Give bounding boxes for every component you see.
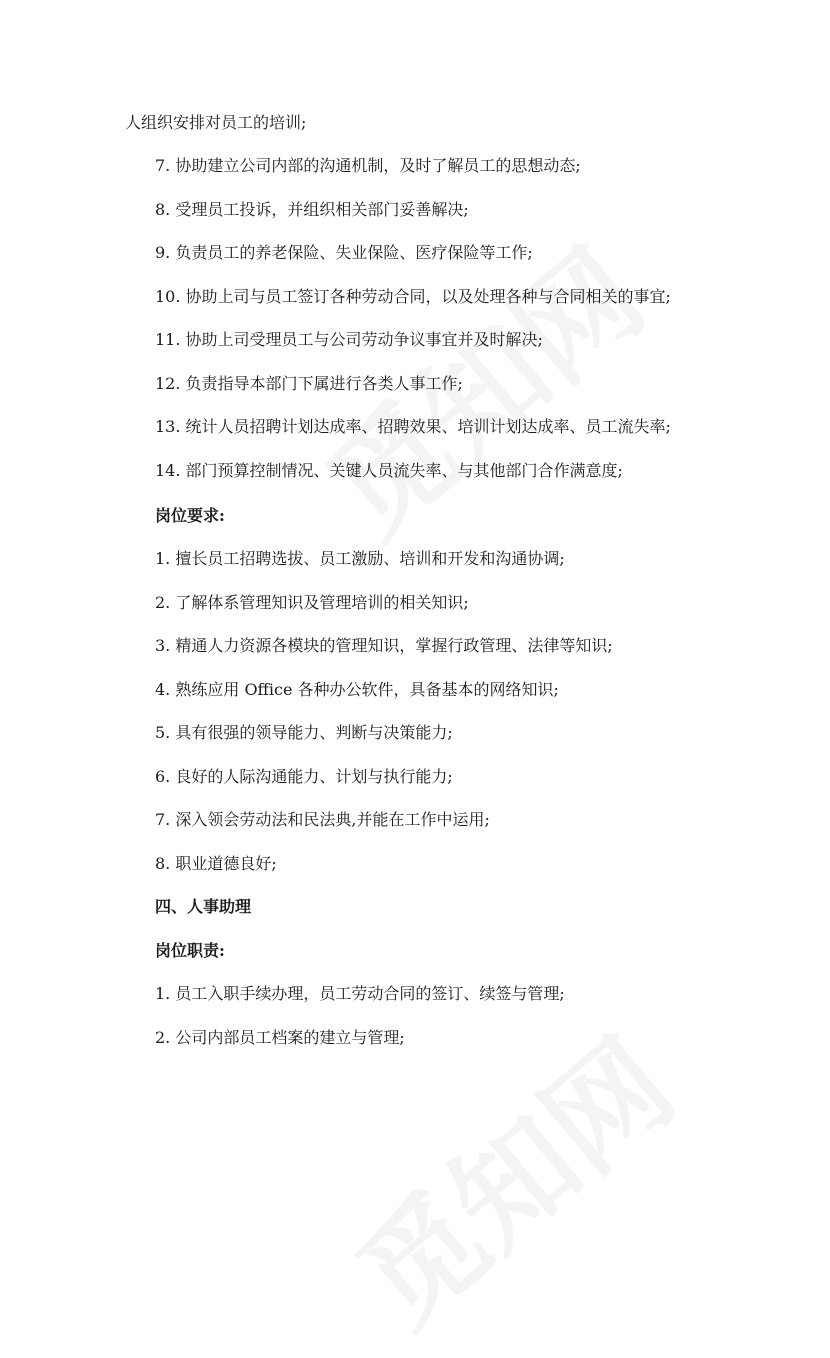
document-line: 11. 协助上司受理员工与公司劳动争议事宜并及时解决; bbox=[155, 330, 543, 349]
section-heading: 四、人事助理 bbox=[155, 897, 252, 916]
document-line: 2. 公司内部员工档案的建立与管理; bbox=[155, 1028, 405, 1047]
document-line: 3. 精通人力资源各模块的管理知识，掌握行政管理、法律等知识; bbox=[155, 636, 613, 655]
section-heading: 岗位要求: bbox=[155, 506, 225, 525]
document-line: 12. 负责指导本部门下属进行各类人事工作; bbox=[155, 374, 463, 393]
document-line: 6. 良好的人际沟通能力、计划与执行能力; bbox=[155, 767, 453, 786]
document-line: 13. 统计人员招聘计划达成率、招聘效果、培训计划达成率、员工流失率; bbox=[155, 417, 671, 436]
document-line: 8. 受理员工投诉，并组织相关部门妥善解决; bbox=[155, 200, 469, 219]
document-line: 1. 擅长员工招聘选拔、员工激励、培训和开发和沟通协调; bbox=[155, 549, 565, 568]
document-line: 4. 熟练应用 Office 各种办公软件，具备基本的网络知识; bbox=[155, 680, 559, 699]
document-line: 14. 部门预算控制情况、关键人员流失率、与其他部门合作满意度; bbox=[155, 461, 623, 480]
document-line: 9. 负责员工的养老保险、失业保险、医疗保险等工作; bbox=[155, 243, 533, 262]
document-line: 7. 协助建立公司内部的沟通机制，及时了解员工的思想动态; bbox=[155, 156, 581, 175]
document-line: 1. 员工入职手续办理，员工劳动合同的签订、续签与管理; bbox=[155, 984, 565, 1003]
document-line: 7. 深入领会劳动法和民法典,并能在工作中运用; bbox=[155, 810, 490, 829]
document-line: 5. 具有很强的领导能力、判断与决策能力; bbox=[155, 723, 453, 742]
document-line: 2. 了解体系管理知识及管理培训的相关知识; bbox=[155, 593, 469, 612]
document-line: 10. 协助上司与员工签订各种劳动合同，以及处理各种与合同相关的事宜; bbox=[155, 287, 671, 306]
section-heading: 岗位职责: bbox=[155, 941, 225, 960]
document-line: 人组织安排对员工的培训; bbox=[125, 113, 307, 132]
document-line: 8. 职业道德良好; bbox=[155, 854, 277, 873]
